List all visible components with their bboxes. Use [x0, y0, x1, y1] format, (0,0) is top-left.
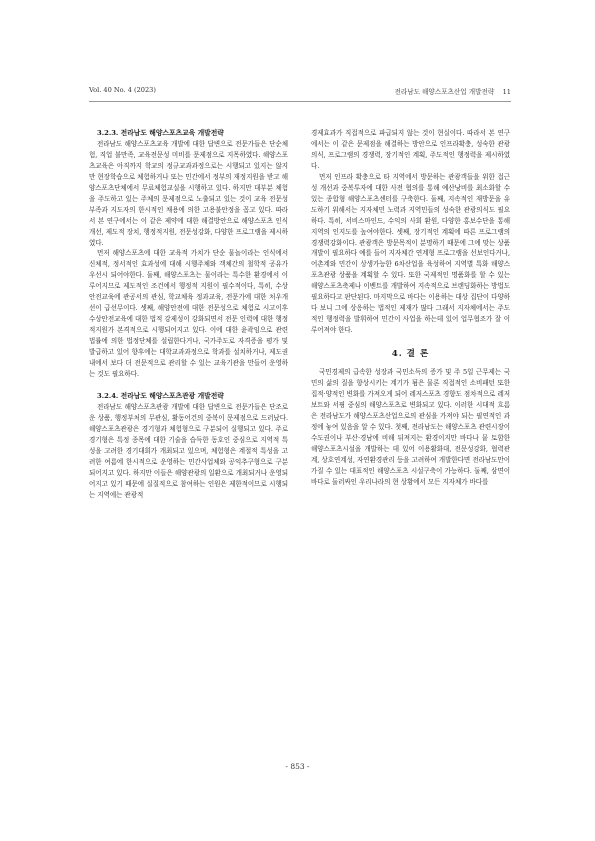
section-gap: [89, 380, 288, 391]
right-column-paragraph: 국민경제의 급속한 성장과 국민소득의 증가 및 주 5일 근무제는 국민의 삶의 질을 향상시키는 계기가 됨은 물론 직접적인 소비패턴 또한 집적·양적인 변화를 가져오게 되어 레저스포츠 경향도 점차적으로 레저보트와 서핑 중심의 해양스포츠로 변화되고 있다. 이러한 시대적 흐름은 전라남도가 해양스포츠산업으로의 관심을 가져야 되는 필연적인 과정에 놓여 있음을 알 수 있다. 첫째, 전라남도는 해양스포츠 관련시장이 수도권이나 부산·경남에 비해 뒤져지는 환경이지만 바다나 뭍 토함한 해양스포츠시설을 개발하는 데 있어 이용활화대, 전문성강화, 협력관계, 상호연계성, 자연환경관리 등을 고려하여 개발한다면 전라남도만이 가질 수 있는 대표적인 해양스포츠 시설구축이 가능하다. 둘째, 삼면이 바다로 둘러싸인 우리나라의 현 상황에서 모든 지자체가 바다를: [311, 368, 510, 486]
running-header-journal: Vol. 40 No. 4 (2023): [89, 86, 156, 94]
left-column-paragraph: 전라남도 해양스포츠교육 개발에 대한 답변으로 전문가들은 단순체험, 직업 불만족, 교육전문성 미비를 문제점으로 지목하였다. 해양스포츠교육은 아직까지 학교의 정규교과과정으로는 시행되고 있지는 않지만 현장학습으로 체험하거나 또는 민간에서 정부의 재정지원을 받고 해양스포츠단체에서 무료체험교실을 시행하고 있다. 하지만 대부분 체험을 주도하고 있는 주체의 문제점으로 노출되고 있는 것이 교육 전문성부족과 지도자의 한시적인 채용에 의한 고용불안정을 꼽고 있다. 따라서 본 연구에서는 이 같은 제약에 대한 해결방안으로 해양스포츠 인식개선, 제도적 장치, 행정적지원, 전문성강화, 다양한 프로그램을 제시하였다.: [89, 139, 288, 247]
right-column-paragraph: 먼저 인프라 확충으로 타 지역에서 방문하는 관광객들을 위한 접근성 개선과 중복투자에 대한 사전 협의를 통해 예산낭비를 최소화할 수 있는 종합형 해양스포츠센터를 구축한다. 둘째, 지속적인 재방문을 유도하기 위해서는 지자체민 노력과 지역민들의 성숙한 관광의식도 필요하다. 특히, 서비스마인드, 수익의 사회 환원, 다양한 홍보수단을 통해 지역의 인지도를 높여야한다. 셋째, 장기적인 계획에 따른 프로그램의 경쟁력강화이다. 관광객은 방문목적이 분명하기 때문에 그에 맞는 상품개발이 필요하다 예를 들어 지자체간 연계형 프로그램을 선보인다거나, 어촌계와 민간이 상생가능한 6차산업을 육성하여 지역별 특화 해양스포츠관광 상품을 계획할 수 있다. 또한 국제적인 명품화를 할 수 있는 해양스포츠축제나 이벤트를 개발하여 지속적으로 브랜딩화하는 방법도 필요하다고 판단된다. 마지막으로 바다는 이용하는 대상 집단이 다양하다 보니 그에 상응하는 법적인 제재가 많다 그래서 지자체에서는 주도적인 행정력을 발휘하여 민간이 사업을 하는데 있어 업무협조가 잘 이루어져야 한다.: [311, 172, 510, 335]
left-column: [89, 128, 288, 500]
header-rule: [89, 101, 511, 102]
page-number: - 853 -: [285, 762, 310, 771]
left-column-paragraph: 전라남도 해양스포츠관광 개발에 대한 답변으로 전문가들은 단조로운 상품, 행정부처의 무관심, 활동어건의 중복이 문제점으로 드러났다. 해양스포츠관광은 경기형과 체험형으로 구분되어 실행되고 있다. 주로 경기형은 특정 종목에 대한 기술을 습득한 동호인 중심으로 지역적 특성을 고려한 경기대회가 개최되고 있으며, 체험형은 계절적 특성을 고려한 여름에 한시적으로 운영하는 민간사업체와 공익추구형으로 구분되어지고 있다. 하지만 이들은 해양관광의 일환으로 개최되거나 운영되어지고 있기 때문에 실질적으로 참여하는 인원은 제한적이므로 시행되는 지역에는 관광적: [89, 402, 288, 499]
left-column-paragraph: 먼저 해양스포츠에 대한 교육적 가치가 단순 물놀이라는 인식에서 신체적, 정서적인 효과성에 대해 시행주체와 객체간의 철학적 공유가 우선시 되어야한다. 둘째, 해양스포츠는 물이라는 특수한 환경에서 이루어지므로 제도적인 조건에서 행정적 지원이 필수적이다, 특히, 수상안전교육에 관공서의 관심, 학교체육 정과교육, 전문가에 대한 처우개선이 급선무이다. 셋째, 해양안전에 대한 전문성으로 체험로 시고이후 수상안전교육에 대한 법적 강제성이 강화되면서 전문 인력에 대한 행정적지원가 본격적으로 시행되어지고 있다. 이에 대한 윤곽임으로 관련 법률에 의한 법정단체를 설립한다거나, 국가주도로 자격증을 평가 및 발급하고 있어 향후에는 대학교과과정으로 학과를 설치하거나, 제도권 내에서 보다 더 전문적으로 관리할 수 있는 교육기관을 만들어 운영하는 것도 필요하다.: [89, 249, 288, 378]
running-title: 전라남도 해양스포츠산업 개발전략: [394, 88, 495, 96]
section-gap: [311, 336, 510, 347]
running-header-title: [394, 86, 511, 96]
left-column-section-heading: 3.2.4. 전라남도 해양스포츠관광 개발전략: [97, 391, 224, 400]
page-top-number: 11: [502, 88, 511, 96]
left-column-section-heading: 3.2.3. 전라남도 해양스포츠교육 개발전략: [97, 129, 224, 137]
right-column-section-heading: 4. 결 론: [391, 349, 430, 360]
right-column-paragraph: 경제효과가 직접적으로 파급되지 않는 것이 현실이다. 따라서 본 연구에서는 이 같은 문제점을 해결하는 방안으로 인프라확충, 성숙한 관광의식, 프로그램의 경쟁력, 장기적인 계획, 주도적인 행정력을 제시하였다.: [311, 129, 510, 170]
right-column: [311, 128, 510, 488]
